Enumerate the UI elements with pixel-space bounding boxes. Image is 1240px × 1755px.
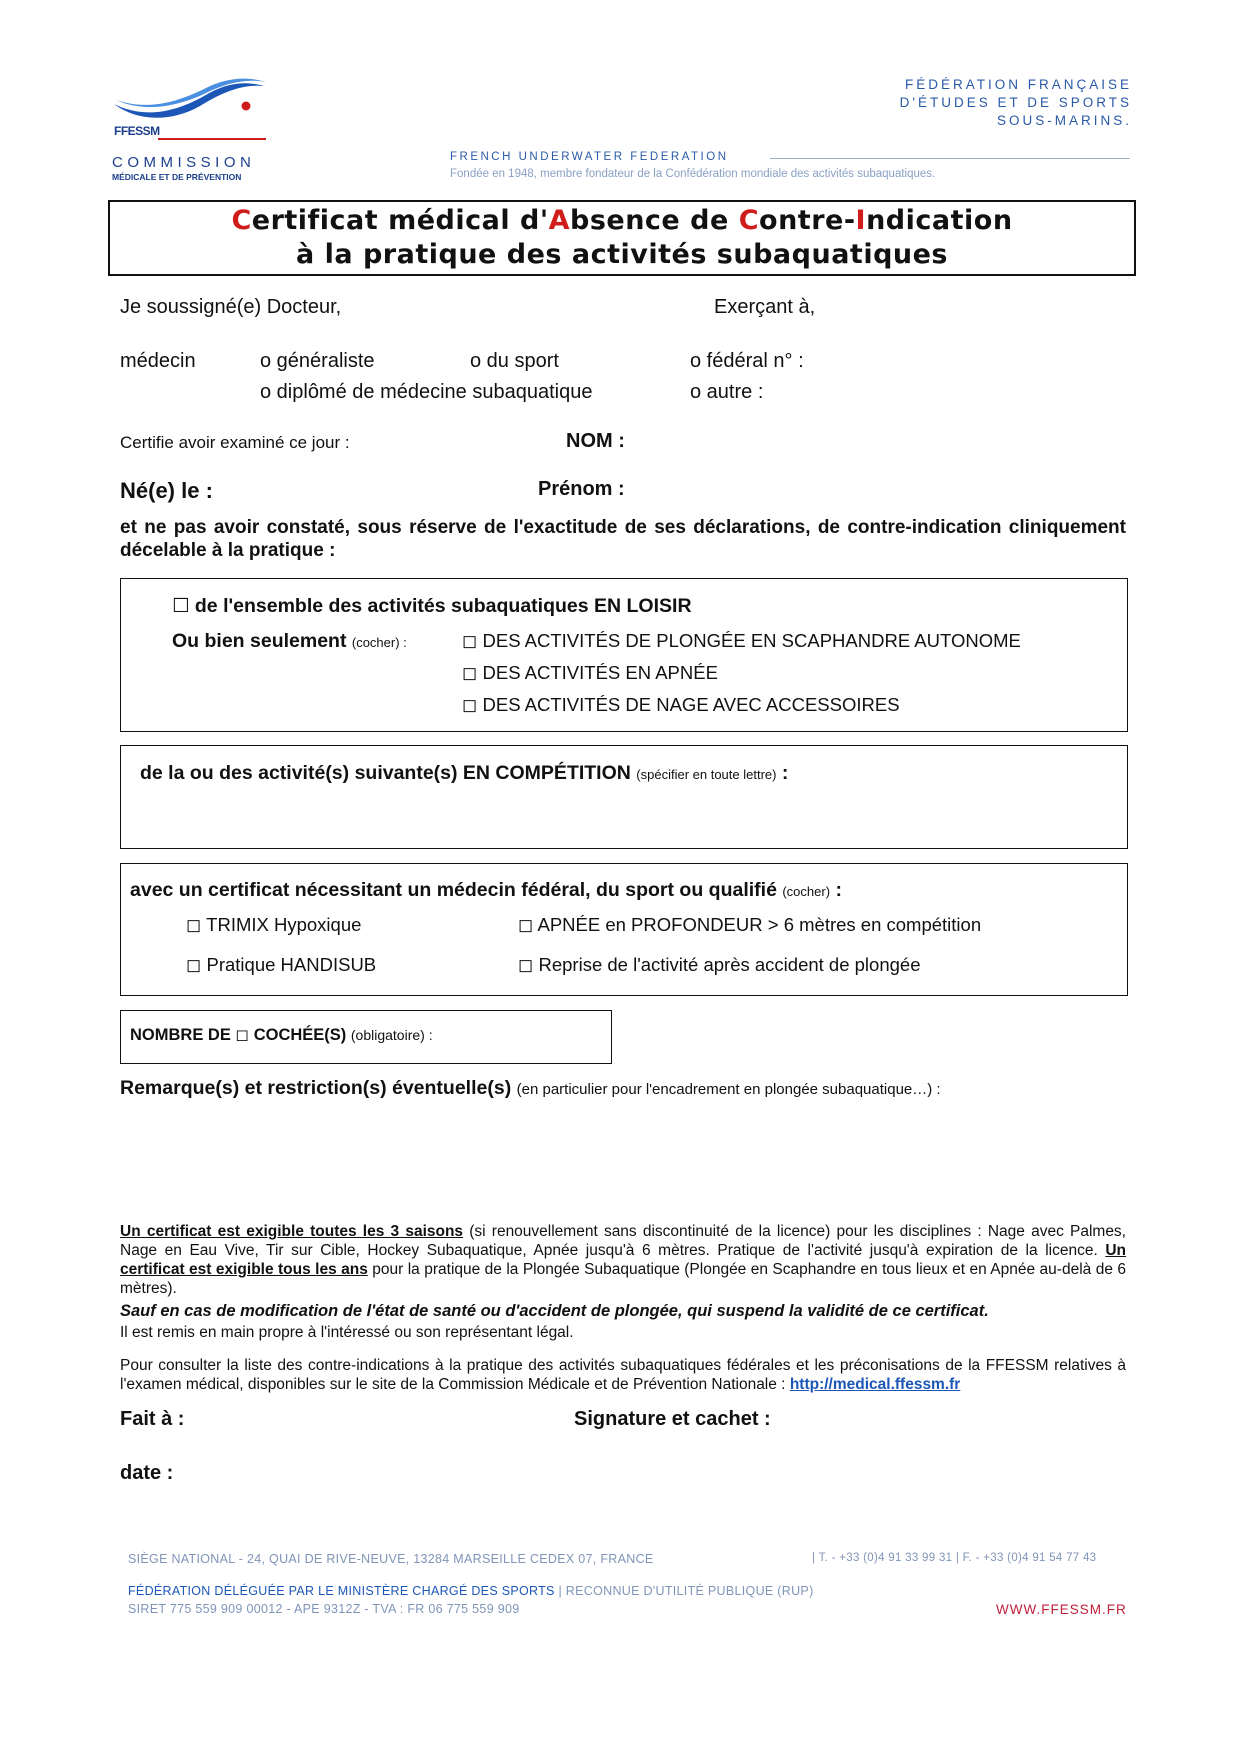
birth-date-field[interactable]: Né(e) le :	[120, 478, 213, 503]
title-part: ertificat médical d'	[251, 205, 549, 236]
checkbox-scaphandre[interactable]: ◻ DES ACTIVITÉS DE PLONGÉE EN SCAPHANDRE AUTONOME	[462, 630, 1021, 651]
federation-english-name: FRENCH UNDERWATER FEDERATION	[450, 151, 729, 163]
checkbox-all-leisure[interactable]: ☐ de l'ensemble des activités subaquatiques EN LOISIR	[172, 595, 692, 617]
competition-label	[140, 762, 788, 785]
rule-yearly: Un certificat est exigible tous les ans	[120, 1242, 1126, 1278]
suspension-notice: Sauf en cas de modification de l'état de santé ou d'accident de plongée, qui suspend la validité de ce certificat.	[120, 1302, 989, 1320]
special-text: avec un certificat nécessitant un médecin fédéral, du sport ou qualifié	[130, 879, 777, 901]
option-autre[interactable]: o autre :	[690, 381, 764, 403]
special-certificate-label	[130, 879, 842, 902]
checkbox-nage-accessoires[interactable]: ◻ DES ACTIVITÉS DE NAGE AVEC ACCESSOIRES	[462, 694, 900, 715]
rule-three-seasons: Un certificat est exigible toutes les 3 saisons	[120, 1223, 464, 1240]
leisure-only-text: Ou bien seulement	[172, 630, 347, 652]
logo-red-rule	[158, 138, 266, 140]
checkbox-handisub[interactable]: ◻ Pratique HANDISUB	[186, 954, 377, 975]
patient-last-name-field[interactable]: NOM :	[566, 430, 625, 452]
title-line-2: à la pratique des activités subaquatiques	[295, 239, 949, 270]
declaration-text: et ne pas avoir constaté, sous réserve de l'exactitude de ses déclarations, de contre-indication cliniquement décelable à la pratique :	[120, 517, 1126, 561]
remarks-hint: (en particulier pour l'encadrement en plongée subaquatique…) :	[516, 1081, 941, 1098]
footer-website-link[interactable]: WWW.FFESSM.FR	[996, 1602, 1127, 1617]
option-sport[interactable]: o du sport	[470, 350, 559, 372]
consult-text: Pour consulter la liste des contre-indications à la pratique des activités subaquatiques fédérales et les préconisations de la FFESSM relatives à l'examen médical, disponibles sur le site de la Commission Médicale et de Prévention Nationale :	[120, 1357, 1126, 1393]
patient-first-name-field[interactable]: Prénom :	[538, 478, 625, 500]
signature-field[interactable]: Signature et cachet :	[574, 1408, 771, 1430]
logo-wordmark: FFESSM	[114, 124, 160, 138]
title-line-1	[110, 204, 1134, 238]
handover-notice: Il est remis en main propre à l'intéressé ou son représentant légal.	[120, 1324, 574, 1341]
certificate-title	[108, 200, 1136, 276]
ffessm-logo-icon	[112, 74, 272, 130]
federation-name: FÉDÉRATION FRANÇAISE D'ÉTUDES ET DE SPORTS SOUS-MARINS.	[899, 77, 1132, 128]
option-diplome[interactable]: o diplômé de médecine subaquatique	[260, 381, 593, 403]
title-part: bsence de	[570, 205, 739, 236]
validity-rules	[120, 1222, 1126, 1298]
competition-section[interactable]	[120, 745, 1128, 849]
checkbox-apnee[interactable]: ◻ DES ACTIVITÉS EN APNÉE	[462, 662, 718, 683]
commission-sublabel: MÉDICALE ET DE PRÉVENTION	[112, 172, 242, 182]
leisure-only-label	[172, 630, 407, 653]
place-field[interactable]: Fait à :	[120, 1408, 185, 1430]
examined-label: Certifie avoir examiné ce jour :	[120, 433, 350, 452]
title-part: ndication	[866, 205, 1013, 236]
title-letter-c: C	[231, 205, 252, 236]
federation-description: Fondée en 1948, membre fondateur de la Confédération mondiale des activités subaquatiques.	[450, 168, 936, 180]
doctor-type-label: médecin	[120, 350, 196, 372]
title-letter-c: C	[738, 205, 760, 236]
count-text: NOMBRE DE ◻ COCHÉE(S)	[130, 1026, 347, 1044]
footer-phone: | T. - +33 (0)4 91 33 99 31 | F. - +33 (0)4 91 54 77 43	[812, 1552, 1097, 1564]
doctor-name-field[interactable]: Je soussigné(e) Docteur,	[120, 296, 342, 318]
competition-colon: :	[781, 762, 789, 784]
rule-yearly-detail: pour la pratique de la Plongée Subaquatique (Plongée en Scaphandre en tous lieux et en Apnée au-delà de 6 mètres).	[120, 1261, 1126, 1297]
date-field[interactable]: date :	[120, 1462, 174, 1484]
competition-text: de la ou des activité(s) suivante(s) EN COMPÉTITION	[140, 762, 631, 784]
special-colon: :	[835, 879, 842, 901]
header-divider	[770, 158, 1130, 159]
rule-three-seasons-detail: (si renouvellement sans discontinuité de la licence) pour les disciplines : Nage avec Palmes, Nage en Eau Vive, Tir sur Cible, Hockey Subaquatique, Apnée jusqu'à 6 mètres. Pratique de l'activité jusqu'à expiration de la licence.	[120, 1223, 1126, 1259]
footer-delegation-text: FÉDÉRATION DÉLÉGUÉE PAR LE MINISTÈRE CHARGÉ DES SPORTS	[128, 1584, 555, 1598]
footer-rup: | RECONNUE D'UTILITÉ PUBLIQUE (RUP)	[554, 1584, 814, 1598]
competition-hint: (spécifier en toute lettre)	[636, 767, 777, 782]
remarks-text: Remarque(s) et restriction(s) éventuelle(s)	[120, 1077, 512, 1099]
remarks-label[interactable]	[120, 1077, 941, 1100]
checkbox-trimix[interactable]: ◻ TRIMIX Hypoxique	[186, 914, 362, 935]
special-cocher-hint: (cocher)	[782, 884, 831, 899]
count-hint: (obligatoire) :	[350, 1027, 433, 1043]
checkbox-reprise[interactable]: ◻ Reprise de l'activité après accident de plongée	[518, 954, 921, 975]
medical-website-link[interactable]: http://medical.ffessm.fr	[789, 1376, 961, 1393]
title-letter-a: A	[548, 205, 570, 236]
option-generaliste[interactable]: o généraliste	[260, 350, 375, 372]
footer-siret: SIRET 775 559 909 00012 - APE 9312Z - TVA : FR 06 775 559 909	[128, 1602, 520, 1616]
footer-delegation	[128, 1584, 814, 1598]
title-letter-i: I	[855, 205, 867, 236]
leisure-cocher-hint: (cocher) :	[351, 635, 407, 650]
practice-location-field[interactable]: Exerçant à,	[714, 296, 816, 318]
consult-notice	[120, 1356, 1126, 1394]
checked-count-label	[130, 1025, 433, 1045]
option-federal[interactable]: o fédéral n° :	[690, 350, 804, 372]
commission-label: COMMISSION	[112, 154, 256, 171]
title-part: ontre-	[759, 205, 856, 236]
checkbox-apnee-profondeur[interactable]: ◻ APNÉE en PROFONDEUR > 6 mètres en compétition	[518, 914, 982, 935]
footer-address: SIÈGE NATIONAL - 24, QUAI DE RIVE-NEUVE, 13284 MARSEILLE CEDEX 07, FRANCE	[128, 1552, 654, 1566]
